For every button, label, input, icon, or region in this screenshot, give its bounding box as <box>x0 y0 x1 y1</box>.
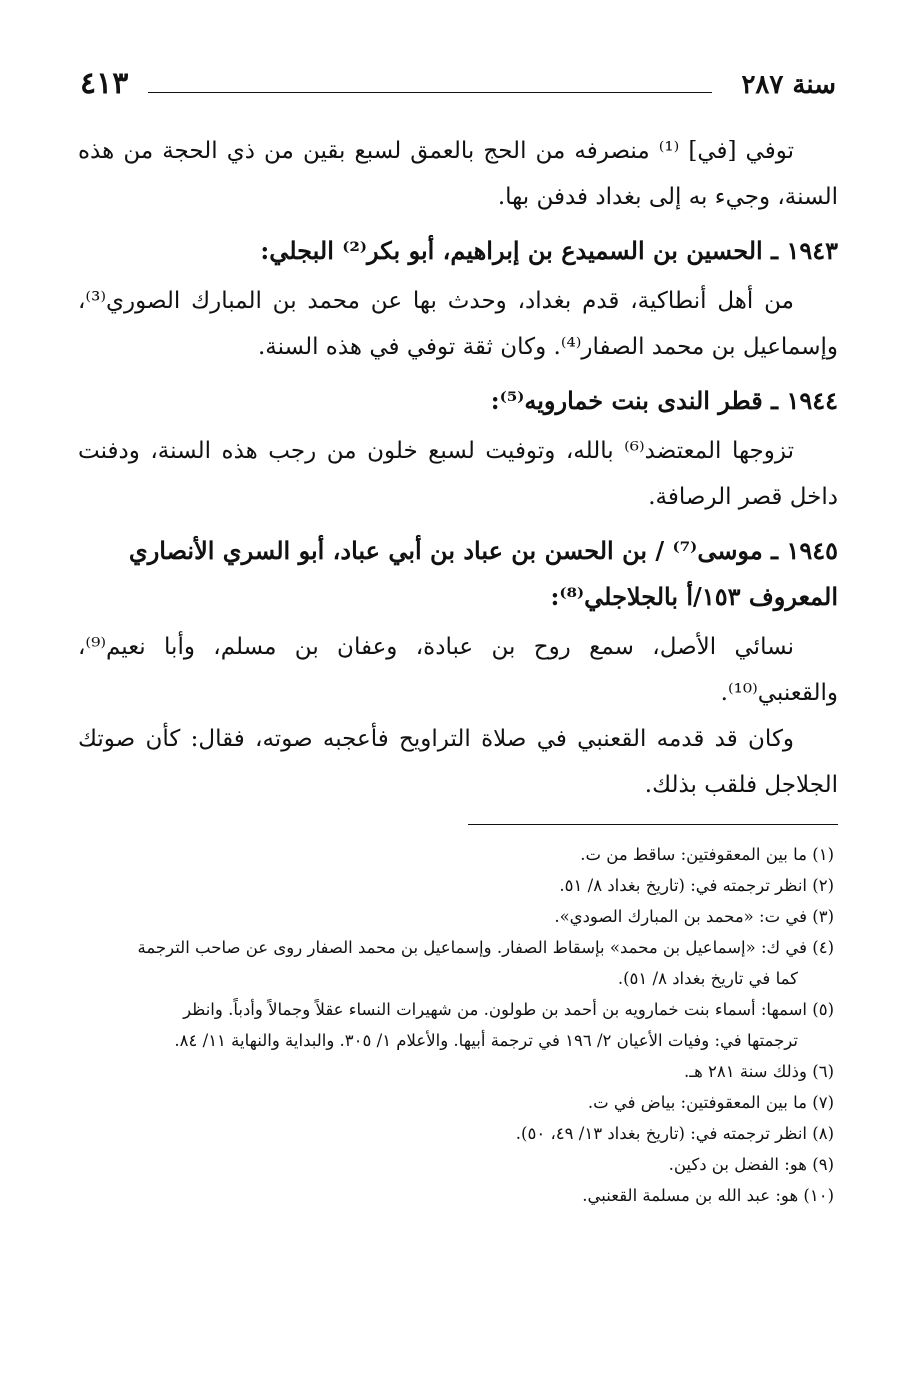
paragraph-1943: من أهل أنطاكية، قدم بغداد، وحدث بها عن محمد بن المبارك الصوري⁽³⁾، وإسماعيل بن محمد الصفار⁽⁴⁾. وكان ثقة توفي في هذه السنة. <box>78 288 838 360</box>
page-number: ٤١٣ <box>80 66 129 101</box>
footnote-9: (٩) هو: الفضل بن دكين. <box>668 1155 834 1174</box>
header-rule <box>148 92 712 93</box>
paragraph-1944: تزوجها المعتضد⁽⁶⁾ بالله، وتوفيت لسبع خلون من رجب هذه السنة، ودفنت داخل قصر الرصافة. <box>78 438 838 510</box>
footnote-separator <box>468 824 838 825</box>
main-text <box>78 128 838 1211</box>
footnote-4: (٤) في ك: «إسماعيل بن محمد» بإسقاط الصفار. وإسماعيل بن محمد الصفار روى عن صاحب الترجمة <box>137 938 834 957</box>
footnotes <box>78 839 838 1211</box>
footnote-3: (٣) في ت: «محمد بن المبارك الصودي». <box>554 907 834 926</box>
footnote-1: (١) ما بين المعقوفتين: ساقط من ت. <box>580 845 834 864</box>
paragraph-1945-b: وكان قد قدمه القعنبي في صلاة التراويح فأعجبه صوته، فقال: كأن صوتك الجلاجل فلقب بذلك. <box>78 726 838 798</box>
entry-heading-1945: ١٩٤٥ ـ موسى⁽⁷⁾ / بن الحسن بن عباد بن أبي عباد، أبو السري الأنصاري المعروف ١٥٣/أ بالجلاجلي⁽⁸⁾: <box>128 536 838 611</box>
entry-heading-1944: ١٩٤٤ ـ قطر الندى بنت خمارويه⁽⁵⁾: <box>490 386 838 415</box>
footnote-6: (٦) وذلك سنة ٢٨١ هـ. <box>683 1062 834 1081</box>
footnote-10: (١٠) هو: عبد الله بن مسلمة القعنبي. <box>582 1186 834 1205</box>
footnote-7: (٧) ما بين المعقوفتين: بياض في ت. <box>587 1093 834 1112</box>
footnote-2: (٢) انظر ترجمته في: (تاريخ بغداد ٨/ ٥١. <box>559 876 834 895</box>
running-header <box>80 66 836 102</box>
footnote-8: (٨) انظر ترجمته في: (تاريخ بغداد ١٣/ ٤٩، ٥٠). <box>515 1124 834 1143</box>
paragraph-1945-a: نسائي الأصل، سمع روح بن عبادة، وعفان بن مسلم، وأبا نعيم⁽⁹⁾، والقعنبي⁽¹⁰⁾. <box>78 634 838 706</box>
paragraph-death-note: توفي [في] ⁽¹⁾ منصرفه من الحج بالعمق لسبع بقين من ذي الحجة من هذه السنة، وجيء به إلى بغداد فدفن بها. <box>78 138 838 210</box>
header-year: سنة ٢٨٧ <box>741 70 836 100</box>
entry-heading-1943: ١٩٤٣ ـ الحسين بن السميدع بن إبراهيم، أبو بكر⁽²⁾ البجلي: <box>260 236 838 265</box>
footnote-4-continued: كما في تاريخ بغداد ٨/ ٥١). <box>617 969 798 988</box>
footnote-5: (٥) اسمها: أسماء بنت خمارويه بن أحمد بن طولون. من شهيرات النساء عقلاً وجمالاً وأدباً. وانظر <box>183 1000 834 1019</box>
footnote-5-continued: ترجمتها في: وفيات الأعيان ٢/ ١٩٦ في ترجمة أبيها. والأعلام ١/ ٣٠٥. والبداية والنهاية ١١/ ٨٤. <box>174 1031 798 1050</box>
